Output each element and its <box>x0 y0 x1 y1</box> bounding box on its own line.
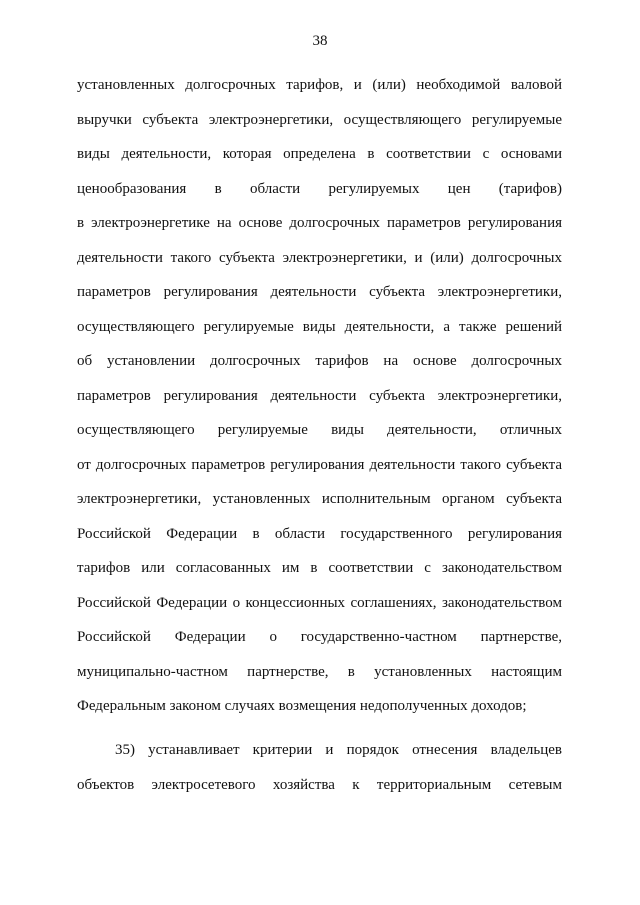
paragraph-2 <box>77 733 562 802</box>
page-number: 38 <box>312 33 328 49</box>
text-line: виды деятельности, которая определена в соответствии с основами <box>77 146 562 162</box>
text-line: от долгосрочных параметров регулирования деятельности такого субъекта <box>77 456 562 473</box>
text-line: об установлении долгосрочных тарифов на основе долгосрочных <box>77 353 562 369</box>
text-line: Российской Федерации о государственно-частном партнерстве, <box>77 629 562 645</box>
text-line: электроэнергетики, установленных исполнительным органом субъекта <box>77 491 562 507</box>
text-line: параметров регулирования деятельности субъекта электроэнергетики, <box>77 284 562 300</box>
paragraph-1 <box>77 68 562 724</box>
text-line: осуществляющего регулируемые виды деятельности, а также решений <box>77 318 562 335</box>
text-line: 35) устанавливает критерии и порядок отнесения владельцев <box>115 742 562 758</box>
text-line: тарифов или согласованных им в соответствии с законодательством <box>77 560 562 576</box>
text-line: Российской Федерации в области государственного регулирования <box>77 525 562 542</box>
text-line: Российской Федерации о концессионных соглашениях, законодательством <box>77 594 562 611</box>
text-line: в электроэнергетике на основе долгосрочных параметров регулирования <box>77 215 562 231</box>
text-line: объектов электросетевого хозяйства к территориальным сетевым <box>77 776 562 793</box>
text-line: деятельности такого субъекта электроэнергетики, и (или) долгосрочных <box>77 249 562 266</box>
text-line: осуществляющего регулируемые виды деятельности, отличных <box>77 422 562 438</box>
text-line: параметров регулирования деятельности субъекта электроэнергетики, <box>77 387 562 404</box>
text-line: выручки субъекта электроэнергетики, осуществляющего регулируемые <box>77 111 562 128</box>
text-line: муниципально-частном партнерстве, в установленных настоящим <box>77 663 562 680</box>
text-line: ценообразования в области регулируемых цен (тарифов) <box>77 180 562 197</box>
text-line: Федеральным законом случаях возмещения недополученных доходов; <box>77 698 527 714</box>
text-line: установленных долгосрочных тарифов, и (или) необходимой валовой <box>77 77 562 93</box>
